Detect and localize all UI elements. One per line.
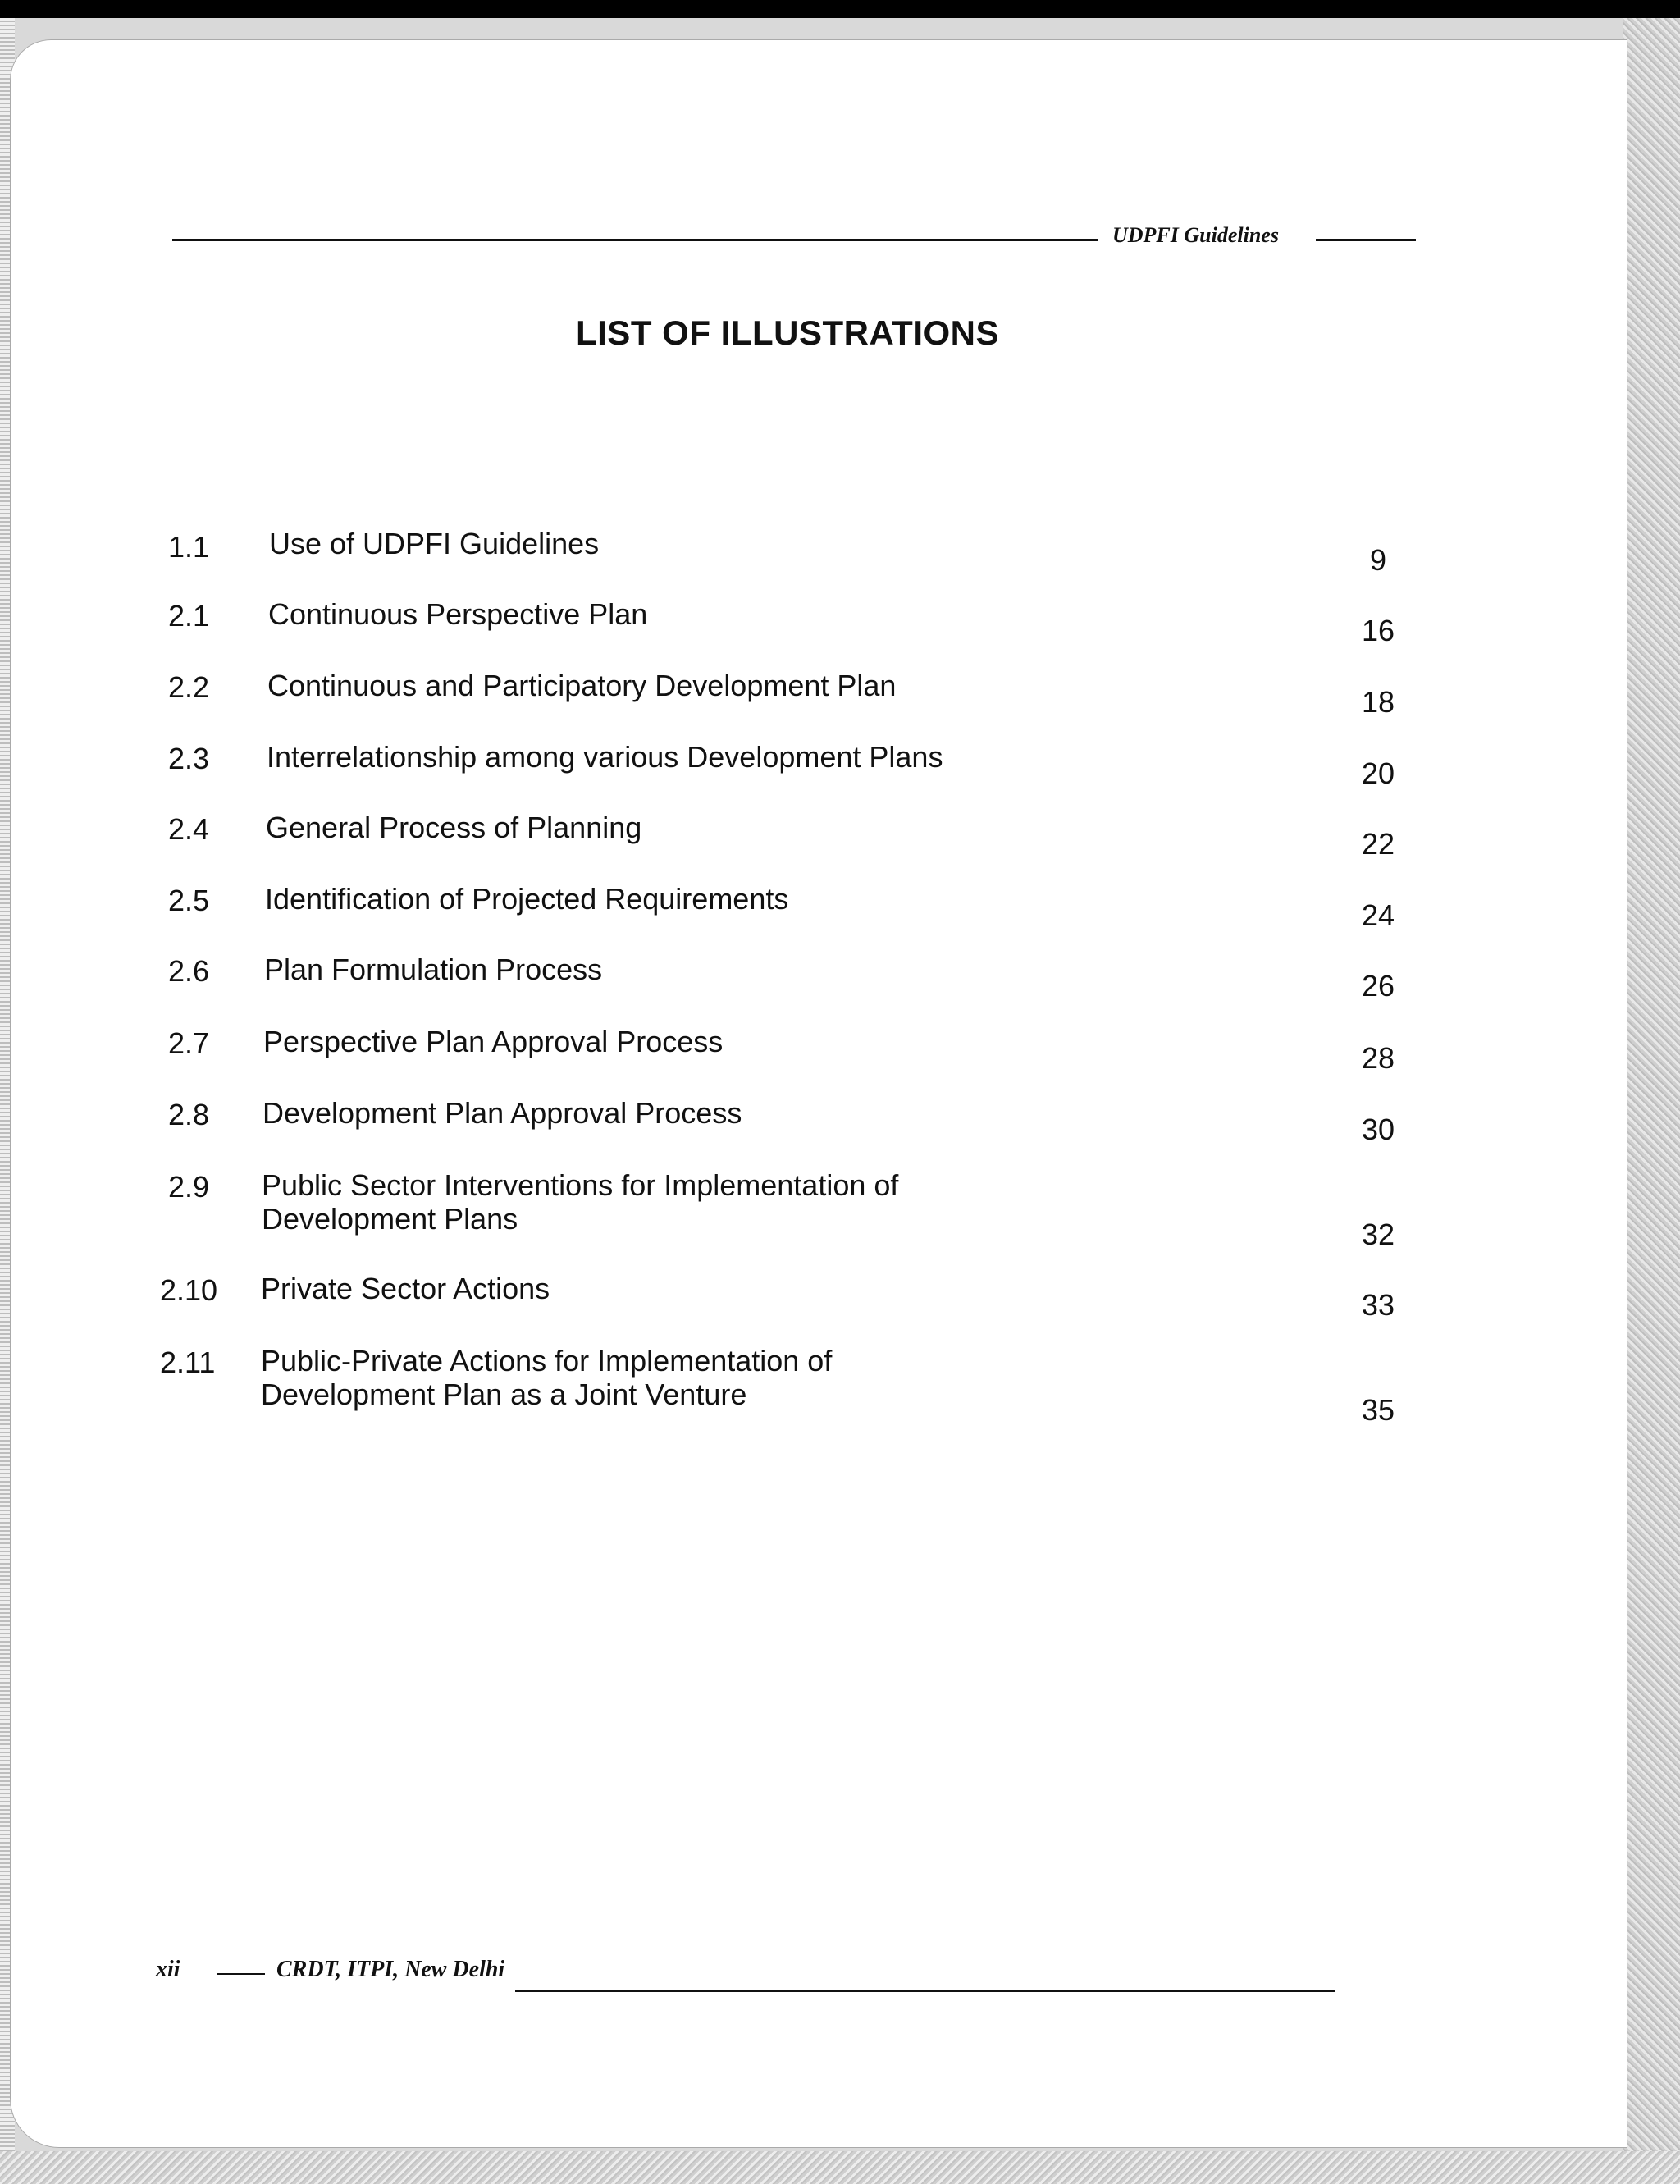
entry-page: 18 — [1361, 685, 1395, 719]
entry-number: 2.5 — [168, 884, 210, 917]
header-rule-right — [1316, 239, 1416, 241]
entry-title: Continuous Perspective Plan — [268, 597, 648, 631]
entry-page: 9 — [1369, 543, 1387, 577]
entry-page: 33 — [1361, 1288, 1395, 1322]
footer-rule — [515, 1990, 1335, 1992]
entry-number: 2.2 — [168, 670, 210, 704]
entry-page: 26 — [1361, 969, 1395, 1003]
entry-title: Perspective Plan Approval Process — [263, 1025, 724, 1058]
entry-number: 2.8 — [168, 1098, 210, 1131]
entry-title: Development Plan Approval Process — [262, 1096, 742, 1130]
entry-page: 30 — [1361, 1113, 1395, 1146]
entry-page: 22 — [1361, 827, 1395, 861]
entry-title: Identification of Projected Requirements — [265, 882, 789, 916]
entry-page: 32 — [1361, 1218, 1395, 1251]
entry-title: Continuous and Participatory Development Plan — [267, 669, 897, 702]
entry-number: 2.9 — [168, 1170, 210, 1204]
footer-dash — [217, 1973, 265, 1975]
entry-title: Interrelationship among various Development Plans — [267, 740, 943, 774]
entry-title: Private Sector Actions — [261, 1272, 550, 1305]
entry-number: 1.1 — [168, 530, 210, 564]
entry-number: 2.3 — [168, 742, 210, 775]
page-title: LIST OF ILLUSTRATIONS — [575, 313, 1000, 352]
entry-title: Plan Formulation Process — [264, 953, 603, 986]
scan-bottom-edge — [0, 2151, 1680, 2184]
entry-page: 20 — [1361, 756, 1395, 790]
running-header: UDPFI Guidelines — [1112, 223, 1279, 247]
entry-number: 2.6 — [168, 954, 210, 988]
entry-page: 24 — [1361, 898, 1395, 932]
entry-number: 2.1 — [168, 599, 210, 633]
entry-number: 2.7 — [168, 1026, 210, 1060]
entry-number: 2.4 — [168, 812, 210, 846]
entry-page: 28 — [1361, 1041, 1395, 1075]
document-page — [10, 39, 1628, 2148]
entry-number: 2.11 — [160, 1346, 216, 1379]
entry-title: General Process of Planning — [266, 811, 642, 844]
scan-right-edge — [1623, 18, 1680, 2184]
header-rule-left — [172, 239, 1098, 241]
entry-title: Use of UDPFI Guidelines — [269, 527, 600, 560]
entry-page: 35 — [1361, 1393, 1395, 1427]
scan-top-border — [0, 0, 1680, 18]
entry-page: 16 — [1361, 614, 1395, 647]
entry-title: Public Sector Interventions for Implementation of Development Plans — [262, 1168, 899, 1236]
footer-publisher: CRDT, ITPI, New Delhi — [276, 1957, 505, 1982]
footer-page-number: xii — [156, 1957, 180, 1982]
entry-title: Public-Private Actions for Implementation of Development Plan as a Joint Venture — [261, 1344, 833, 1411]
entry-number: 2.10 — [160, 1273, 218, 1307]
